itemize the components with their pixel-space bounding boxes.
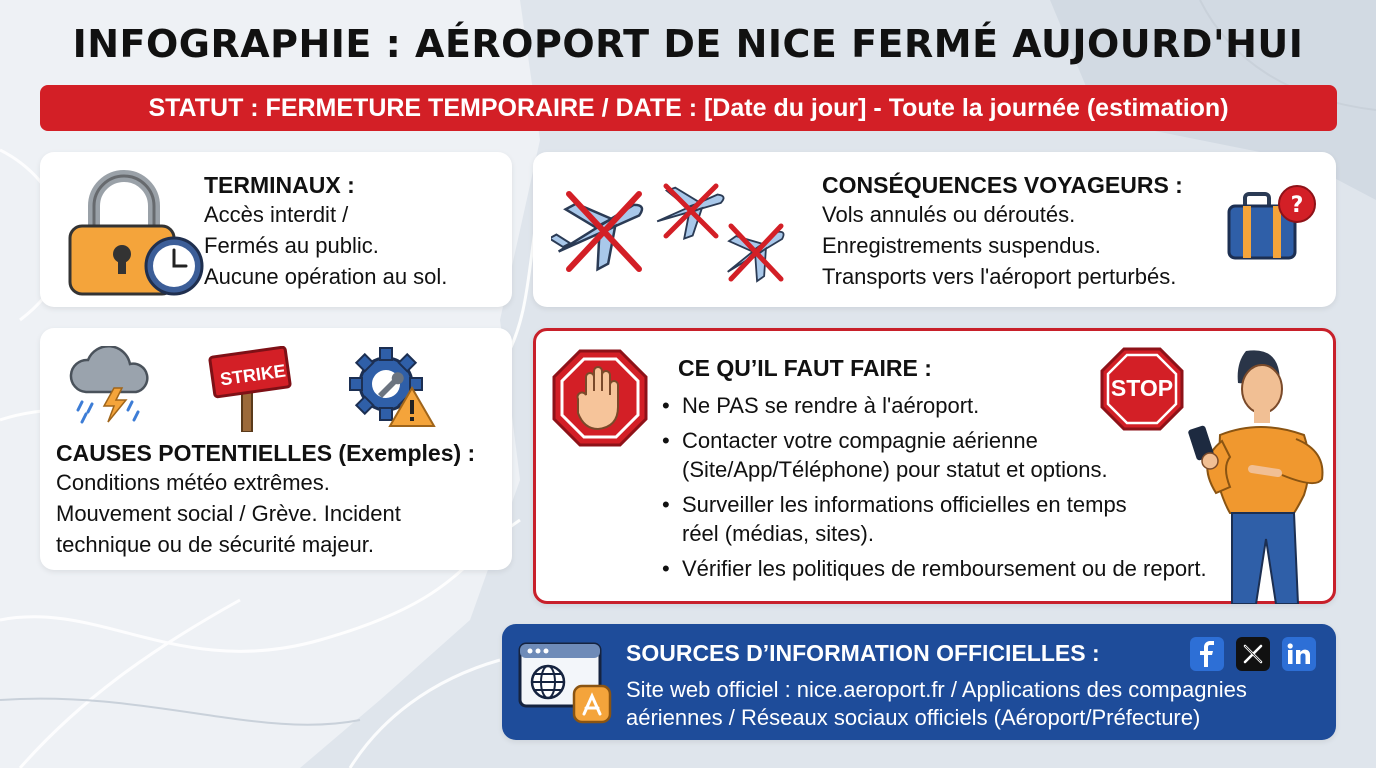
sources-line: Site web officiel : nice.aeroport.fr / Applications des compagnies [626, 677, 1247, 702]
list-item: • Surveiller les informations officielles en temps réel (médias, sites). [660, 490, 1207, 548]
storm-cloud-icon [66, 346, 156, 424]
causes-heading-suffix: (Exemples) : [332, 440, 476, 466]
consequences-line: Enregistrements suspendus. [822, 233, 1101, 258]
status-text: STATUT : FERMETURE TEMPORAIRE / DATE : [Date du jour] - Toute la journée (estimation) [148, 93, 1229, 122]
luggage-question-icon [1223, 184, 1323, 264]
consequences-card [533, 152, 1336, 307]
consequences-heading: CONSÉQUENCES VOYAGEURS : [822, 172, 1183, 198]
list-item: • Ne PAS se rendre à l'aéroport. [660, 391, 1207, 420]
causes-heading-main: CAUSES POTENTIELLES [56, 440, 333, 466]
padlock-clock-icon [64, 170, 204, 298]
cancelled-flights-icon [551, 174, 801, 289]
causes-card [40, 328, 512, 570]
causes-heading [56, 440, 475, 467]
sources-card [502, 624, 1336, 740]
page-title: INFOGRAPHIE : AÉROPORT DE NICE FERMÉ AUJOURD'HUI [72, 22, 1304, 66]
sources-heading: SOURCES D’INFORMATION OFFICIELLES : [626, 640, 1100, 666]
terminaux-line: Fermés au public. [204, 233, 379, 258]
linkedin-icon[interactable] [1282, 637, 1316, 671]
causes-line: Mouvement social / Grève. Incident [56, 501, 401, 526]
causes-line: Conditions météo extrêmes. [56, 470, 330, 495]
terminaux-line: Accès interdit / [204, 202, 349, 227]
consequences-line: Transports vers l'aéroport perturbés. [822, 264, 1177, 289]
svg-text:?: ? [1290, 193, 1304, 218]
list-item: • Contacter votre compagnie aérienne (Site/App/Téléphone) pour statut et options. [660, 426, 1207, 484]
consequences-line: Vols annulés ou déroutés. [822, 202, 1076, 227]
facebook-icon[interactable] [1190, 637, 1224, 671]
stop-sign-label: STOP [1110, 375, 1174, 401]
strike-sign-label: STRIKE [218, 360, 288, 390]
x-icon[interactable] [1236, 637, 1270, 671]
terminaux-card [40, 152, 512, 307]
person-with-phone-icon [1186, 349, 1338, 604]
gear-wrench-warning-icon [348, 344, 438, 430]
stop-hand-icon [552, 349, 648, 449]
terminaux-line: Aucune opération au sol. [204, 264, 448, 289]
list-item: • Vérifier les politiques de remboursement ou de report. [660, 554, 1207, 583]
sources-line: aériennes / Réseaux sociaux officiels (Aéroport/Préfecture) [626, 705, 1201, 730]
terminaux-heading: TERMINAUX : [204, 172, 355, 198]
actions-heading: CE QU’IL FAUT FAIRE : [678, 355, 932, 381]
web-app-icon [518, 642, 614, 724]
status-banner [40, 85, 1337, 131]
causes-line: technique ou de sécurité majeur. [56, 532, 374, 557]
actions-card [533, 328, 1336, 604]
